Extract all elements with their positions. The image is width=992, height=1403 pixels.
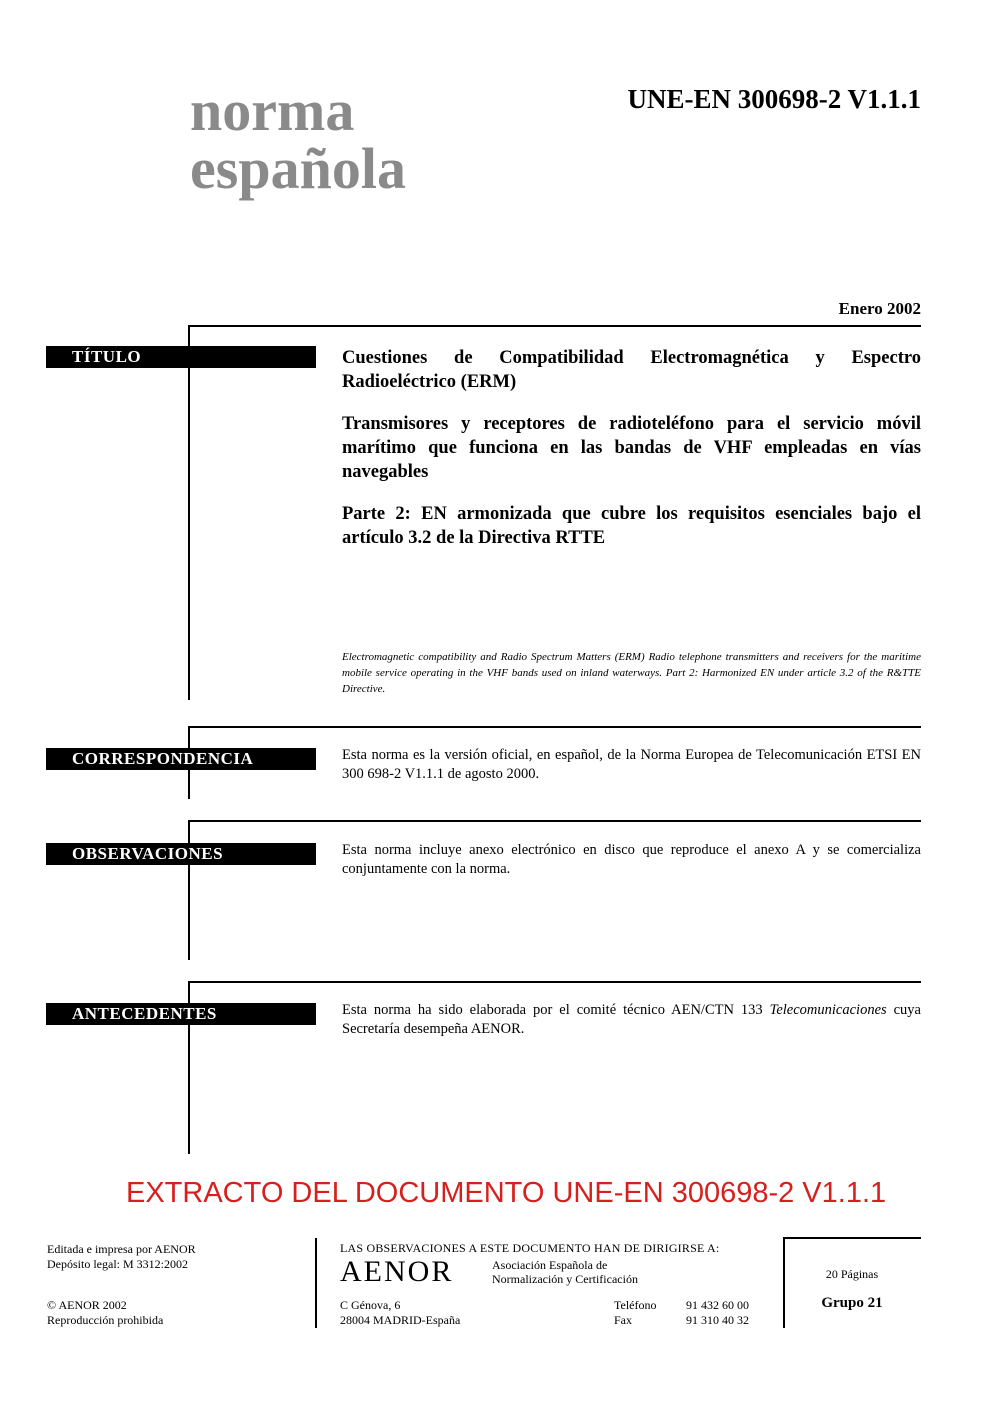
copyright: © AENOR 2002 (47, 1298, 127, 1312)
section-rule-correspondencia (188, 726, 921, 728)
section-rule-titulo (188, 325, 921, 327)
label-antecedentes: ANTECEDENTES (46, 1003, 316, 1025)
observaciones-text: Esta norma incluye anexo electrónico en disco que reproduce el anexo A y se comercializa conjuntamente con la norma. (342, 842, 921, 877)
standard-code: UNE-EN 300698-2 V1.1.1 (627, 84, 921, 114)
aenor-name-line-1: Asociación Española de (492, 1258, 608, 1272)
brand-line-2: española (190, 136, 406, 201)
antecedentes-text (342, 1001, 921, 1039)
phone-label: Teléfono (614, 1298, 657, 1312)
contact-numbers (686, 1298, 749, 1328)
edited-by: Editada e impresa por AENOR (47, 1242, 196, 1256)
title-block (342, 346, 921, 568)
title-paragraph-3: Parte 2: EN armonizada que cubre los requisitos esenciales bajo el artículo 3.2 de la Directiva RTTE (342, 504, 921, 548)
section-rule-antecedentes (188, 981, 921, 983)
antecedentes-text-start: Esta norma ha sido elaborada por el comité técnico AEN/CTN 133 (342, 1002, 770, 1018)
label-correspondencia: CORRESPONDENCIA (46, 748, 316, 770)
address-city: 28004 MADRID-España (340, 1313, 461, 1327)
section-rule-observaciones (188, 820, 921, 822)
aenor-full-name (492, 1258, 638, 1286)
title-paragraph-2: Transmisores y receptores de radioteléfono para el servicio móvil marítimo que funciona en las bandas de VHF empleadas en vías navegables (342, 414, 921, 482)
pages-box-top-rule (783, 1237, 921, 1239)
aenor-address (340, 1298, 460, 1328)
aenor-logo: AENOR (340, 1255, 454, 1288)
footer-publisher (47, 1242, 196, 1272)
publication-date: Enero 2002 (838, 299, 921, 318)
brand-title (190, 78, 406, 201)
committee-name: Telecomunicaciones (769, 1002, 887, 1018)
price-group: Grupo 21 (821, 1295, 883, 1311)
contact-labels (614, 1298, 656, 1328)
reproduction-notice: Reproducción prohibida (47, 1313, 164, 1327)
fax-number: 91 310 40 32 (686, 1313, 749, 1327)
label-observaciones: OBSERVACIONES (46, 843, 316, 865)
correspondencia-text: Esta norma es la versión oficial, en español, de la Norma Europea de Telecomunicación ETSI EN 300 698-2 V1.1.1 de agosto 2000. (342, 747, 921, 782)
page-count: 20 Páginas (825, 1267, 879, 1281)
section-vertical-rule-titulo (188, 325, 190, 700)
english-title: Electromagnetic compatibility and Radio Spectrum Matters (ERM) Radio telephone transmitters and receivers for the maritime mobile service operating in the VHF bands used on inland waterways. Part 2: Harmonized EN under article 3.2 of the R&TTE Directive. (342, 651, 921, 695)
phone-number: 91 432 60 00 (686, 1298, 749, 1312)
title-paragraph-1: Cuestiones de Compatibilidad Electromagnética y Espectro Radioeléctrico (ERM) (342, 348, 921, 392)
legal-deposit: Depósito legal: M 3312:2002 (47, 1257, 188, 1271)
observations-header: LAS OBSERVACIONES A ESTE DOCUMENTO HAN DE DIRIGIRSE A: (340, 1241, 720, 1255)
section-vertical-rule-observaciones (188, 820, 190, 960)
label-titulo: TÍTULO (46, 346, 316, 368)
footer-divider-left (315, 1238, 317, 1328)
aenor-name-line-2: Normalización y Certificación (492, 1272, 638, 1286)
address-street: C Génova, 6 (340, 1298, 401, 1312)
extract-notice: EXTRACTO DEL DOCUMENTO UNE-EN 300698-2 V1.1.1 (126, 1177, 887, 1209)
pages-box-left-rule (783, 1237, 785, 1328)
brand-line-1: norma (190, 78, 355, 143)
fax-label: Fax (614, 1313, 632, 1327)
footer-copyright (47, 1298, 163, 1328)
antecedentes-text-end: cuya Secretaría desempeña AENOR. (342, 1002, 921, 1037)
